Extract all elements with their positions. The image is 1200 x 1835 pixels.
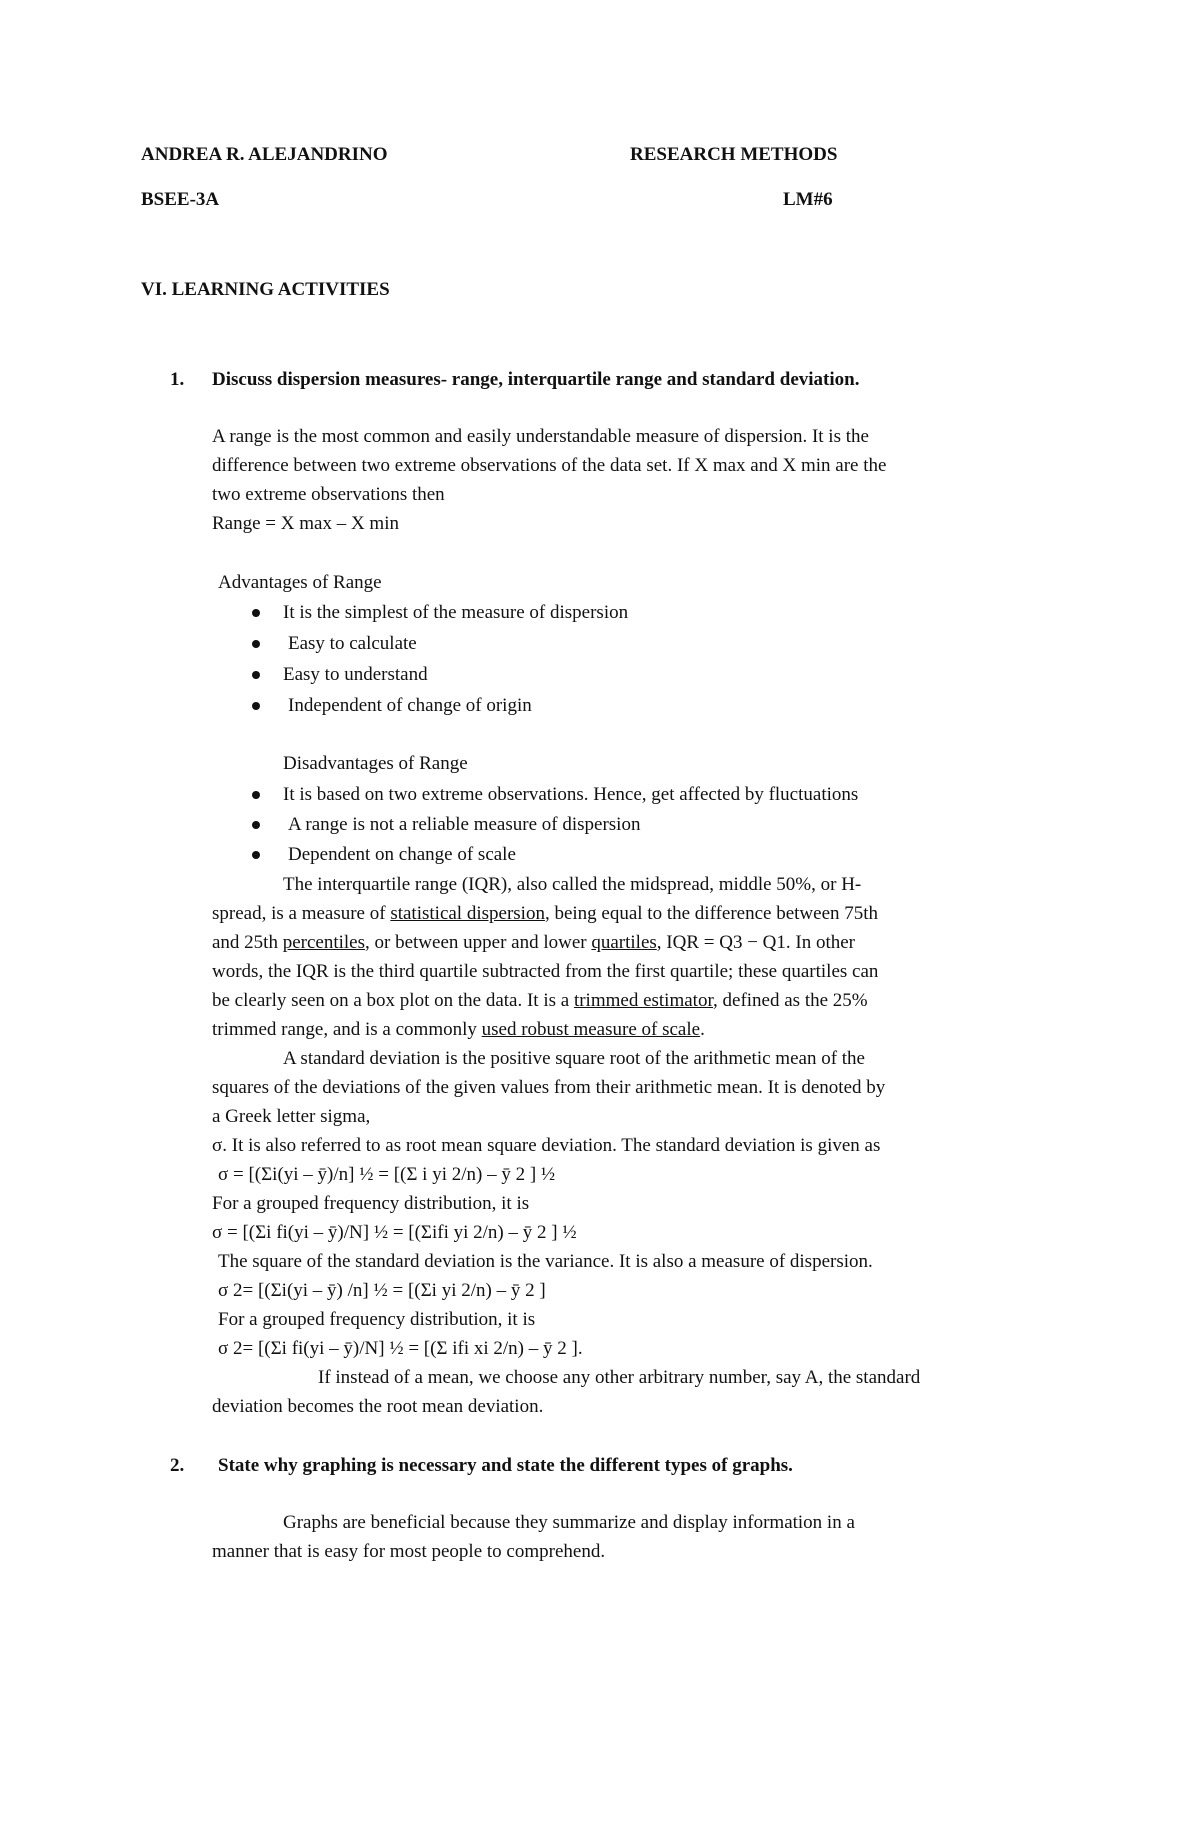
sd-line-2: squares of the deviations of the given values from their arithmetic mean. It is denoted by [212,1077,886,1098]
range-line-3: two extreme observations then [212,484,445,505]
link-robust-measure-of-scale[interactable]: used robust measure of scale [481,1019,701,1040]
iqr-line-5 [212,989,868,1013]
iqr-text: , being equal to the difference between 75th [544,903,879,924]
sd-line-13: deviation becomes the root mean deviation. [212,1396,544,1417]
bullet-icon [252,640,260,648]
iqr-text: and 25th [212,932,283,953]
sd-line-6: For a grouped frequency distribution, it is [212,1193,530,1214]
question-1-number: 1. [170,369,185,390]
iqr-line-3 [212,931,855,955]
question-2-text: State why graphing is necessary and state the different types of graphs. [218,1455,793,1476]
bullet-icon [252,671,260,679]
iqr-text: be clearly seen on a box plot on the data. It is a [212,990,574,1011]
range-line-2: difference between two extreme observations of the data set. If X max and X min are the [212,455,887,476]
disadvantage-item: A range is not a reliable measure of dispersion [288,814,641,835]
question-1-text: Discuss dispersion measures- range, interquartile range and standard deviation. [212,369,860,390]
range-formula: Range = X max – X min [212,513,399,534]
range-paragraph [212,425,1072,545]
iqr-text: , IQR = Q3 − Q1. In other [656,932,856,953]
iqr-text: spread, is a measure of [212,903,391,924]
section-title: VI. LEARNING ACTIVITIES [141,279,390,300]
sd-line-10: For a grouped frequency distribution, it is [218,1309,536,1330]
disadvantages-title: Disadvantages of Range [283,753,468,774]
iqr-line-2 [212,902,878,926]
iqr-line-6 [212,1018,705,1042]
disadvantage-item: Dependent on change of scale [288,844,516,865]
sd-line-1: A standard deviation is the positive square root of the arithmetic mean of the [283,1048,865,1069]
sd-line-4: σ. It is also referred to as root mean square deviation. The standard deviation is given as [212,1135,881,1156]
iqr-line-4: words, the IQR is the third quartile subtracted from the first quartile; these quartiles can [212,961,879,982]
sd-formula-2: σ = [(Σi fi(yi – ȳ)/N] ½ = [(Σifi yi 2/n) – ȳ 2 ] ½ [212,1222,577,1243]
iqr-text: trimmed range, and is a commonly [212,1019,482,1040]
link-percentiles[interactable]: percentiles [282,932,366,953]
sd-line-12: If instead of a mean, we choose any other arbitrary number, say A, the standard [318,1367,921,1388]
advantage-item: Easy to calculate [288,633,417,654]
sd-formula-1: σ = [(Σi(yi – ȳ)/n] ½ = [(Σ i yi 2/n) – ȳ 2 ] ½ [218,1164,556,1185]
link-quartiles[interactable]: quartiles [591,932,657,953]
course-title: RESEARCH METHODS [630,144,838,165]
bullet-icon [252,851,260,859]
sd-formula-4: σ 2= [(Σi fi(yi – ȳ)/N] ½ = [(Σ ifi xi 2/n) – ȳ 2 ]. [218,1338,583,1359]
bullet-icon [252,791,260,799]
sd-line-8: The square of the standard deviation is the variance. It is also a measure of dispersion. [218,1251,873,1272]
bullet-icon [252,702,260,710]
q2-answer-line-1: Graphs are beneficial because they summarize and display information in a [283,1512,855,1533]
link-trimmed-estimator[interactable]: trimmed estimator [573,990,714,1011]
sd-formula-3: σ 2= [(Σi(yi – ȳ) /n] ½ = [(Σi yi 2/n) – ȳ 2 ] [218,1280,546,1301]
module-label: LM#6 [783,189,833,210]
link-statistical-dispersion[interactable]: statistical dispersion [390,903,545,924]
section-label: BSEE-3A [141,189,220,210]
sd-line-3: a Greek letter sigma, [212,1106,371,1127]
student-name: ANDREA R. ALEJANDRINO [141,144,388,165]
bullet-icon [252,821,260,829]
advantage-item: It is the simplest of the measure of dispersion [283,602,629,623]
iqr-text: , defined as the 25% [713,990,868,1011]
advantage-item: Easy to understand [283,664,428,685]
iqr-text: . [700,1019,705,1040]
bullet-icon [252,609,260,617]
iqr-line-1: The interquartile range (IQR), also called the midspread, middle 50%, or H- [283,874,862,895]
range-line-1: A range is the most common and easily understandable measure of dispersion. It is the [212,426,869,447]
advantages-title: Advantages of Range [218,572,382,593]
q2-answer-line-2: manner that is easy for most people to comprehend. [212,1541,606,1562]
question-2-number: 2. [170,1455,185,1476]
advantage-item: Independent of change of origin [288,695,532,716]
iqr-text: , or between upper and lower [365,932,592,953]
disadvantage-item: It is based on two extreme observations. Hence, get affected by fluctuations [283,784,859,805]
